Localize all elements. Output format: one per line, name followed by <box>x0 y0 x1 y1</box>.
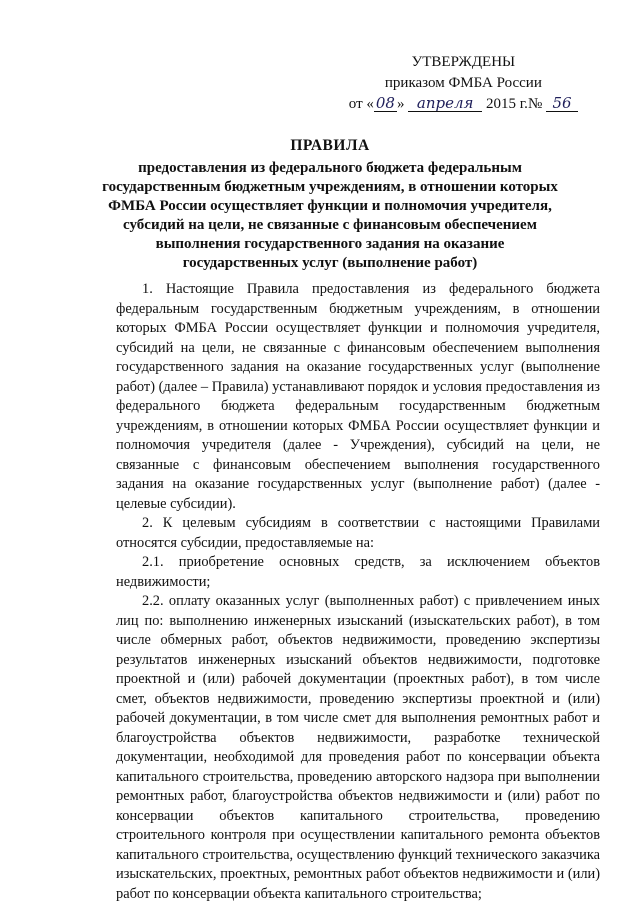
title-heading: ПРАВИЛА <box>290 137 370 154</box>
approval-date-line <box>349 94 578 115</box>
paragraph-1: 1. Настоящие Правила предоставления из федерального бюджета федеральным государственным бюджетным учреждениям, в отношении которых ФМБА России осуществляет функции и полномочия учредителя, субсидий на цели, не связанные с финансовым обеспечением выполнения государственного задания на оказание государственных услуг (выполнение работ) (далее – Правила) устанавливают порядок и условия предоставления из федерального бюджета федеральным государственным бюджетным учреждениям, в отношении которых ФМБА России осуществляет функции и полномочия учредителя (далее - Учреждения), субсидий на цели, не связанные с финансовым обеспечением выполнения государственного задания на оказание государственных услуг (выполнение работ) (далее - целевые субсидии). <box>116 281 600 512</box>
handwritten-month: апреля <box>408 95 482 112</box>
document-body <box>116 280 600 904</box>
date-mid: » <box>396 96 405 112</box>
approval-block <box>349 52 578 115</box>
number-prefix: № <box>527 96 543 112</box>
handwritten-number: 56 <box>546 95 578 112</box>
handwritten-day: 08 <box>375 94 395 112</box>
paragraph-2-2: 2.2. оплату оказанных услуг (выполненных работ) с привлечением иных лиц по: выполнению инженерных изысканий (изыскательских работ), в том числе обмерных работ, объектов недвижимости, проведению экспертизы результатов инженерных изысканий объектов недвижимости, подготовке проектной и (или) рабочей документации (проектных работ), в том числе смет, объектов недвижимости, проведению экспертизы проектной и (или) рабочей документации, в том числе смет для выполнения ремонтных работ и благоустройства объектов недвижимости, разработке технической документации, необходимой для проведения работ по консервации объекта капитального строительства, проведению авторского надзора при выполнении ремонтных работ, благоустройства объектов недвижимости и (или) работ по консервации объектов капитального строительства, проведению строительного контроля при осуществлении капитального ремонта объектов капитального строительства, осуществлению функций технического заказчика изыскательских, проектных, ремонтных работ объектов недвижимости и (или) работ по консервации объекта капитального строительства; <box>116 593 600 902</box>
document-title <box>100 136 560 273</box>
title-subtitle: предоставления из федерального бюджета федеральным государственным бюджетным учреждениям, в отношении которых ФМБА России осуществляет функции и полномочия учредителя, субсидий на цели, не связанные с финансовым обеспечением выполнения государственного задания на оказание государственных услуг (выполнение работ) <box>102 160 558 271</box>
date-prefix: от « <box>348 96 374 112</box>
paragraph-2-1: 2.1. приобретение основных средств, за исключением объектов недвижимости; <box>116 554 600 590</box>
approval-order: приказом ФМБА России <box>384 75 542 91</box>
date-year: 2015 г. <box>485 96 528 112</box>
approval-title: УТВЕРЖДЕНЫ <box>411 54 516 70</box>
paragraph-2: 2. К целевым субсидиям в соответствии с настоящими Правилами относятся субсидии, предоставляемые на: <box>116 515 600 551</box>
